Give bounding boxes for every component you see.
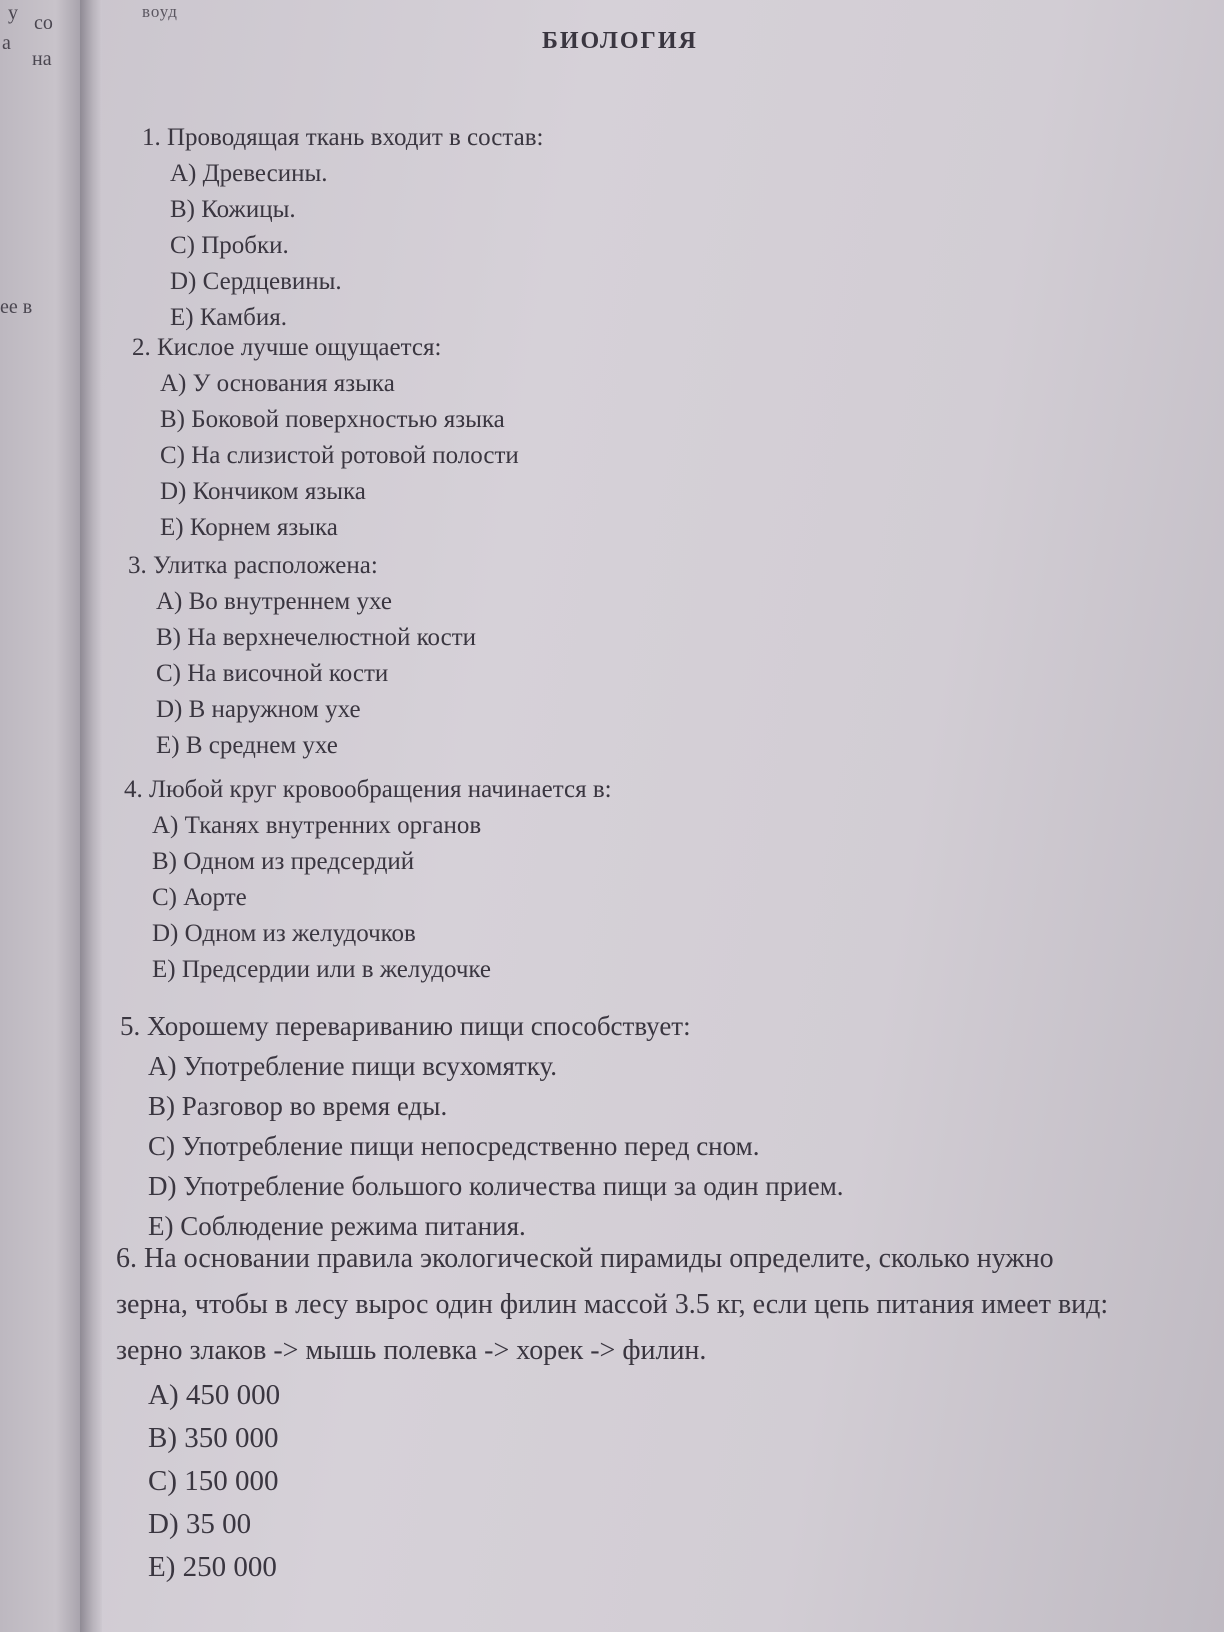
answer-option: E) Камбия.: [170, 304, 287, 331]
answer-option: C) 150 000: [148, 1465, 279, 1497]
answer-option: D) Одном из желудочков: [152, 920, 416, 947]
answer-option: D) Сердцевины.: [170, 268, 342, 295]
answer-option: D) В наружном ухе: [156, 696, 361, 723]
question-stem: 1. Проводящая ткань входит в состав:: [142, 124, 544, 151]
answer-option: B) Одном из предсердий: [152, 848, 415, 875]
answer-option: E) Корнем языка: [160, 514, 338, 541]
answer-option: E) Предсердии или в желудочке: [152, 956, 492, 983]
answer-option: B) Разговор во время еды.: [148, 1091, 448, 1121]
header-fragment: воуд: [142, 2, 178, 21]
question-stem: 6. На основании правила экологической пирамиды определите, сколько нужно зерна, чтобы в лесу вырос один филин массой 3.5 кг, если цепь питания имеет вид: зерно злаков -> мышь полевка -> хорек -> филин.: [116, 1243, 1109, 1366]
answer-option: D) 35 00: [148, 1508, 252, 1540]
question-2: [132, 330, 519, 546]
page-title: БИОЛОГИЯ: [542, 28, 698, 54]
document-page: [102, 0, 1224, 1632]
answer-option: B) Кожицы.: [170, 196, 296, 223]
question-6: [116, 1236, 1126, 1589]
question-1: [142, 120, 543, 336]
answer-option: C) На слизистой ротовой полости: [160, 442, 519, 469]
answer-option: A) 450 000: [148, 1379, 281, 1411]
answer-option: A) Тканях внутренних органов: [152, 812, 482, 839]
answer-option: C) Пробки.: [170, 232, 289, 259]
question-stem: 2. Кислое лучше ощущается:: [132, 334, 442, 361]
answer-option: C) Аорте: [152, 884, 247, 911]
answer-option: D) Кончиком языка: [160, 478, 366, 505]
answer-option: A) У основания языка: [160, 370, 395, 397]
question-stem: 3. Улитка расположена:: [128, 552, 378, 579]
question-stem: 4. Любой круг кровообращения начинается в:: [124, 776, 612, 803]
margin-fragment: у: [8, 2, 18, 24]
question-5: [120, 1006, 844, 1246]
margin-fragment: со: [34, 12, 53, 34]
answer-option: B) На верхнечелюстной кости: [156, 624, 477, 651]
answer-option: E) Соблюдение режима питания.: [148, 1211, 526, 1241]
book-spine-shadow: [80, 0, 102, 1632]
answer-option: B) 350 000: [148, 1422, 279, 1454]
adjacent-page: [0, 0, 80, 1632]
margin-fragment: на: [32, 48, 52, 70]
answer-option: E) В среднем ухе: [156, 732, 338, 759]
margin-fragment: ее в: [0, 296, 33, 318]
answer-option: B) Боковой поверхностью языка: [160, 406, 505, 433]
question-stem: 5. Хорошему перевариванию пищи способствует:: [120, 1011, 691, 1041]
answer-option: A) Употребление пищи всухомятку.: [148, 1051, 557, 1081]
answer-option: C) Употребление пищи непосредственно перед сном.: [148, 1131, 760, 1161]
answer-option: A) Древесины.: [170, 160, 328, 187]
answer-option: E) 250 000: [148, 1551, 277, 1583]
margin-fragment: а: [2, 32, 11, 54]
answer-option: A) Во внутреннем ухе: [156, 588, 392, 615]
question-3: [128, 548, 476, 764]
question-4: [124, 772, 612, 988]
answer-option: D) Употребление большого количества пищи за один прием.: [148, 1171, 844, 1201]
answer-option: C) На височной кости: [156, 660, 389, 687]
